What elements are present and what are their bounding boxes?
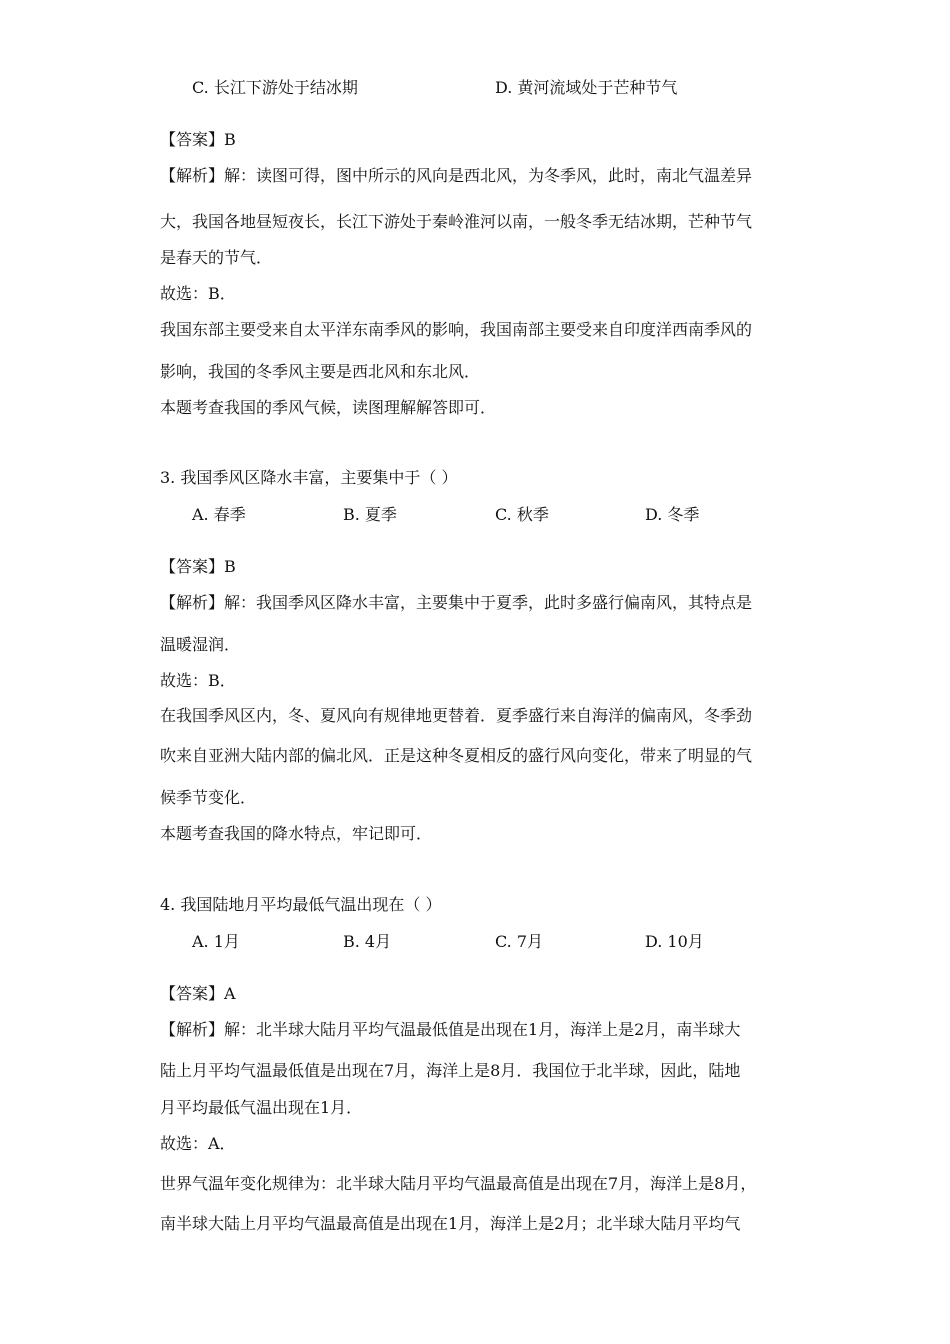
q4-note-line: 南半球大陆上月平均气温最高值是出现在1月，海洋上是2月；北半球大陆月平均气 xyxy=(160,1214,741,1233)
q2-option-c: C. 长江下游处于结冰期 xyxy=(192,78,358,97)
q4-analysis-line: 陆上月平均气温最低值是出现在7月，海洋上是8月．我国位于北半球，因此，陆地 xyxy=(160,1061,741,1080)
q3-option-c: C. 秋季 xyxy=(495,505,549,524)
q3-analysis-line: 温暖湿润． xyxy=(160,635,241,654)
q3-note-line: 吹来自亚洲大陆内部的偏北风．正是这种冬夏相反的盛行风向变化，带来了明显的气 xyxy=(160,746,753,765)
q3-option-d: D. 冬季 xyxy=(645,505,700,524)
q3-note-line: 在我国季风区内，冬、夏风向有规律地更替着．夏季盛行来自海洋的偏南风，冬季劲 xyxy=(160,706,753,725)
q2-note-line: 本题考查我国的季风气候，读图理解解答即可． xyxy=(160,398,497,417)
q2-note-line: 我国东部主要受来自太平洋东南季风的影响，我国南部主要受来自印度洋西南季风的 xyxy=(160,320,753,339)
q3-choice: 故选：B． xyxy=(160,671,236,690)
q4-analysis-line: 【解析】解：北半球大陆月平均气温最低值是出现在1月，海洋上是2月，南半球大 xyxy=(160,1020,741,1039)
q4-answer: 【答案】A xyxy=(160,984,236,1003)
q4-option-d: D. 10月 xyxy=(645,932,704,951)
q2-analysis-line: 【解析】解：读图可得，图中所示的风向是西北风，为冬季风，此时，南北气温差异 xyxy=(160,166,753,185)
q3-option-b: B. 夏季 xyxy=(343,505,397,524)
q2-answer: 【答案】B xyxy=(160,130,236,149)
q2-choice: 故选：B． xyxy=(160,284,236,303)
q4-option-a: A. 1月 xyxy=(192,932,240,951)
q4-choice: 故选：A． xyxy=(160,1134,236,1153)
q4-stem: 4. 我国陆地月平均最低气温出现在（ ） xyxy=(160,895,442,914)
q3-note-line: 候季节变化． xyxy=(160,788,257,807)
q3-answer: 【答案】B xyxy=(160,557,236,576)
q3-note-line: 本题考查我国的降水特点，牢记即可． xyxy=(160,824,433,843)
q2-note-line: 影响，我国的冬季风主要是西北风和东北风． xyxy=(160,362,481,381)
q4-option-b: B. 4月 xyxy=(343,932,392,951)
q4-note-line: 世界气温年变化规律为：北半球大陆月平均气温最高值是出现在7月，海洋上是8月， xyxy=(160,1174,757,1193)
q3-option-a: A. 春季 xyxy=(192,505,246,524)
q2-analysis-line: 大，我国各地昼短夜长，长江下游处于秦岭淮河以南，一般冬季无结冰期，芒种节气 xyxy=(160,212,753,231)
q2-analysis-line: 是春天的节气． xyxy=(160,248,273,267)
q4-option-c: C. 7月 xyxy=(495,932,544,951)
q3-stem: 3. 我国季风区降水丰富，主要集中于（ ） xyxy=(160,468,458,487)
q4-analysis-line: 月平均最低气温出现在1月． xyxy=(160,1098,363,1117)
q2-option-d: D. 黄河流域处于芒种节气 xyxy=(495,78,678,97)
q3-analysis-line: 【解析】解：我国季风区降水丰富，主要集中于夏季，此时多盛行偏南风，其特点是 xyxy=(160,593,753,612)
